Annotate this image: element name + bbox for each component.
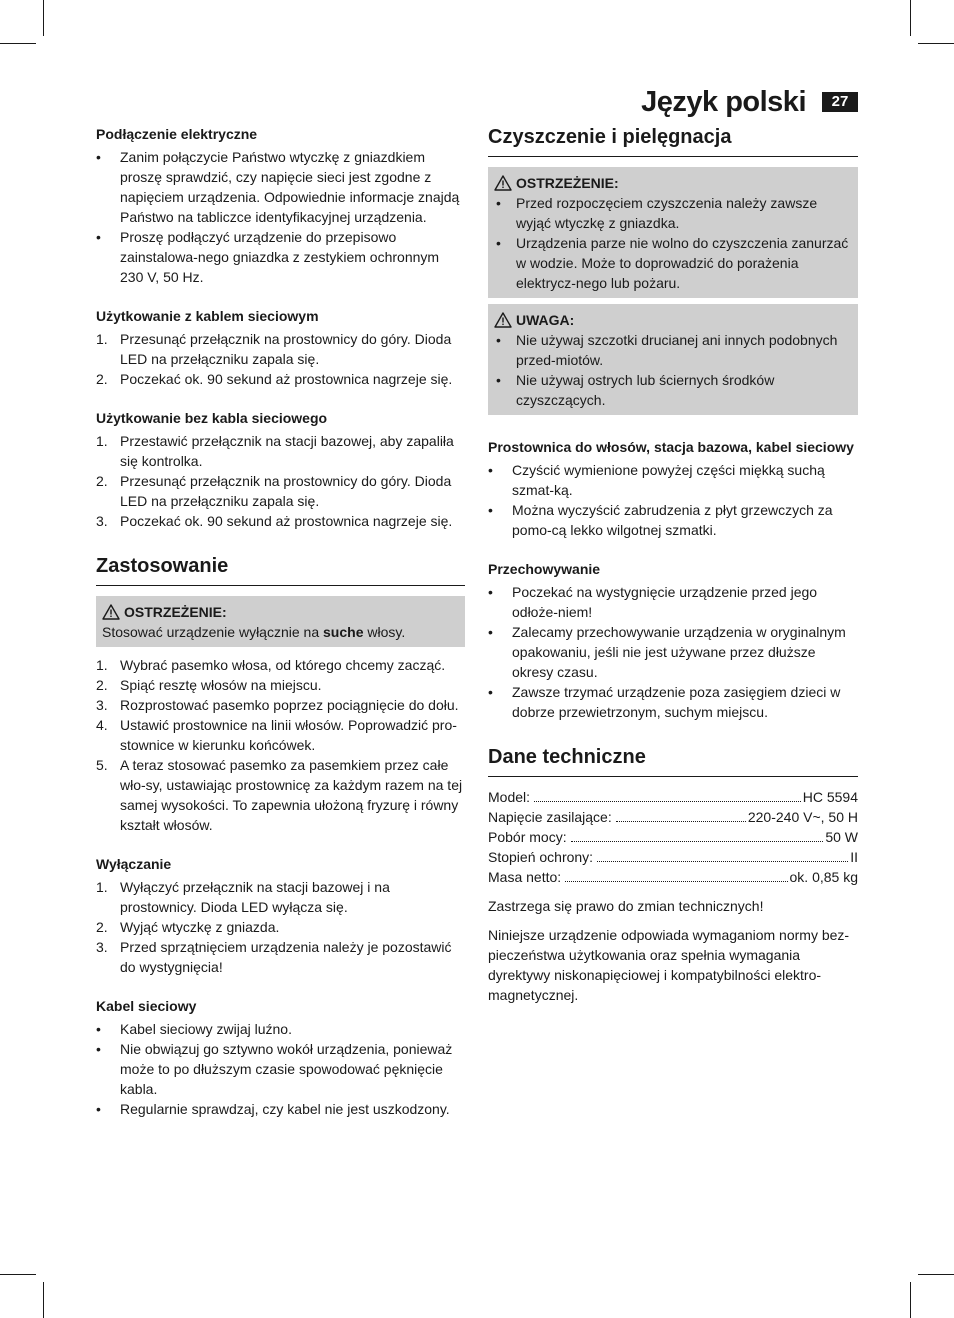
without-cable-list bbox=[96, 431, 465, 531]
spec-row: Masa netto: ok. 0,85 kg bbox=[488, 869, 858, 885]
warning-list bbox=[494, 193, 852, 293]
list-item: 1. Wyłączyć przełącznik na stacji bazowej i na prostownicy. Dioda LED wyłącza się. bbox=[96, 879, 390, 915]
spec-row: Stopień ochrony: II bbox=[488, 849, 858, 865]
warning-text: Stosować urządzenie wyłącznie na suche włosy. bbox=[102, 624, 406, 640]
crop-mark bbox=[43, 1282, 44, 1318]
bullet: • bbox=[96, 229, 101, 245]
storage-list bbox=[488, 582, 858, 722]
electrical-heading: Podłączenie elektryczne bbox=[96, 126, 258, 142]
straightener-heading: Prostownica do włosów, stacja bazowa, kabel sieciowy bbox=[488, 439, 854, 455]
crop-mark bbox=[910, 0, 911, 36]
warning-label: OSTRZEŻENIE: bbox=[516, 175, 619, 191]
left-column bbox=[96, 124, 465, 1119]
bullet: • bbox=[496, 235, 501, 251]
bullet: • bbox=[496, 372, 501, 388]
bullet: • bbox=[96, 149, 101, 165]
warning-triangle-icon bbox=[494, 312, 512, 328]
compliance-note: Niniejsze urządzenie odpowiada wymaganiom normy bez-pieczeństwa użytkowania oraz spełnia wymagania dyrektywy niskonapięciowej i kompatybilności elektro-magnetycznej. bbox=[488, 927, 850, 1003]
list-item: 3. Poczekać ok. 90 sekund aż prostownica nagrzeje się. bbox=[96, 513, 453, 529]
list-item: 2. Spiąć resztę włosów na miejscu. bbox=[96, 677, 322, 693]
list-item: • Kabel sieciowy zwijaj luźno. bbox=[96, 1021, 292, 1037]
cleaning-caution-box bbox=[488, 304, 858, 415]
bullet: • bbox=[488, 624, 493, 640]
tech-section-title: Dane techniczne bbox=[488, 744, 858, 777]
list-item: 1. Przesunąć przełącznik na prostownicy do góry. Dioda LED na przełączniku zapala się. bbox=[96, 331, 452, 367]
with-cable-heading: Użytkowanie z kablem sieciowym bbox=[96, 308, 319, 324]
without-cable-heading: Użytkowanie bez kabla sieciowego bbox=[96, 410, 328, 426]
list-item: • Urządzenia parze nie wolno do czyszczenia zanurzać w wodzie. Może to doprowadzić do porażenia elektrycz-nego lub pożaru. bbox=[496, 235, 849, 291]
bullet: • bbox=[96, 1101, 101, 1117]
list-item: • Czyścić wymienione powyżej części miękką suchą szmat-ką. bbox=[488, 462, 825, 498]
list-item: • Zawsze trzymać urządzenie poza zasięgiem dzieci w dobrze przewietrzonym, suchym miejscu. bbox=[488, 684, 841, 720]
cable-list bbox=[96, 1019, 465, 1119]
cable-heading: Kabel sieciowy bbox=[96, 998, 197, 1014]
cleaning-section-title: Czyszczenie i pielęgnacja bbox=[488, 124, 858, 157]
usage-steps bbox=[96, 655, 465, 835]
cleaning-warning-box bbox=[488, 167, 858, 298]
bullet: • bbox=[96, 1021, 101, 1037]
bullet: • bbox=[488, 462, 493, 478]
list-item: 2. Wyjąć wtyczkę z gniazda. bbox=[96, 919, 280, 935]
crop-mark bbox=[910, 1282, 911, 1318]
list-item: • Nie używaj ostrych lub ściernych środków czyszczących. bbox=[496, 372, 775, 408]
warning-triangle-icon bbox=[102, 604, 120, 620]
crop-mark bbox=[0, 1274, 36, 1275]
with-cable-list bbox=[96, 329, 465, 389]
storage-heading: Przechowywanie bbox=[488, 561, 601, 577]
list-item: 5. A teraz stosować pasemko za pasemkiem przez całe wło-sy, ustawiając prostownicę za każdym razem na tej samej wysokości. To zapewnia ułożoną fryzurę i równy kształt włosów. bbox=[96, 757, 463, 833]
list-item: 2. Przesunąć przełącznik na prostownicy do góry. Dioda LED na przełączniku zapala się. bbox=[96, 473, 452, 509]
caution-list bbox=[494, 330, 852, 410]
warning-triangle-icon bbox=[494, 175, 512, 191]
list-item: • Nie obwiązuj go sztywno wokół urządzenia, ponieważ może to po dłuższym czasie spowodować pęknięcie kabla. bbox=[96, 1041, 453, 1097]
page-title: Język polski bbox=[641, 86, 806, 118]
bullet: • bbox=[96, 1041, 101, 1057]
usage-section-title: Zastosowanie bbox=[96, 553, 465, 586]
bullet: • bbox=[488, 502, 493, 518]
list-item: • Zanim połączycie Państwo wtyczkę z gniazdkiem proszę sprawdzić, czy napięcie sieci jest zgodne z napięciem urządzenia. Odpowiednie informacje znajdą Państwo na tabliczce identyfikacyjnej urządzenia. bbox=[96, 149, 460, 225]
list-item: 1. Wybrać pasemko włosa, od którego chcemy zacząć. bbox=[96, 657, 446, 673]
crop-mark bbox=[0, 43, 36, 44]
spec-row: Napięcie zasilające: 220-240 V~, 50 H bbox=[488, 809, 858, 825]
bullet: • bbox=[488, 684, 493, 700]
crop-mark bbox=[918, 43, 954, 44]
list-item: • Proszę podłączyć urządzenie do przepisowo zainstalowa-nego gniazdka z zestykiem ochronnym 230 V, 50 Hz. bbox=[96, 229, 440, 285]
list-item: • Poczekać na wystygnięcie urządzenie przed jego odłoże-niem! bbox=[488, 584, 818, 620]
shutdown-heading: Wyłączanie bbox=[96, 856, 172, 872]
straightener-list bbox=[488, 460, 858, 540]
spec-row: Model: HC 5594 bbox=[488, 789, 858, 805]
right-column bbox=[488, 124, 858, 1005]
bullet: • bbox=[488, 584, 493, 600]
usage-warning-box bbox=[96, 596, 465, 647]
crop-mark bbox=[918, 1274, 954, 1275]
list-item: 2. Poczekać ok. 90 sekund aż prostownica nagrzeje się. bbox=[96, 371, 453, 387]
list-item: 3. Przed sprzątnięciem urządzenia należy je pozostawić do wystygnięcia! bbox=[96, 939, 452, 975]
crop-mark bbox=[43, 0, 44, 36]
caution-label: UWAGA: bbox=[516, 312, 575, 328]
bullet: • bbox=[496, 195, 501, 211]
list-item: • Przed rozpoczęciem czyszczenia należy zawsze wyjąć wtyczkę z gniazdka. bbox=[496, 195, 818, 231]
list-item: • Zalecamy przechowywanie urządzenia w oryginalnym opakowaniu, jeśli nie jest używane przez dłuższe okresy czasu. bbox=[488, 624, 846, 680]
list-item: 1. Przestawić przełącznik na stacji bazowej, aby zapaliła się kontrolka. bbox=[96, 433, 454, 469]
list-item: • Regularnie sprawdzaj, czy kabel nie jest uszkodzony. bbox=[96, 1101, 450, 1117]
spec-row: Pobór mocy: 50 W bbox=[488, 829, 858, 845]
list-item: 3. Rozprostować pasemko poprzez pociągnięcie do dołu. bbox=[96, 697, 459, 713]
spec-table bbox=[488, 787, 858, 887]
technical-changes-note: Zastrzega się prawo do zmian technicznych! bbox=[488, 898, 764, 914]
shutdown-list bbox=[96, 877, 465, 977]
bullet: • bbox=[496, 332, 501, 348]
electrical-list bbox=[96, 147, 465, 287]
list-item: 4. Ustawić prostownice na linii włosów. Poprowadzić pro-stownice w kierunku końcówek. bbox=[96, 717, 457, 753]
warning-label: OSTRZEŻENIE: bbox=[124, 604, 227, 620]
list-item: • Nie używaj szczotki drucianej ani innych podobnych przed-miotów. bbox=[496, 332, 838, 368]
list-item: • Można wyczyścić zabrudzenia z płyt grzewczych za pomo-cą lekko wilgotnej szmatki. bbox=[488, 502, 833, 538]
page-number-badge: 27 bbox=[822, 92, 858, 112]
